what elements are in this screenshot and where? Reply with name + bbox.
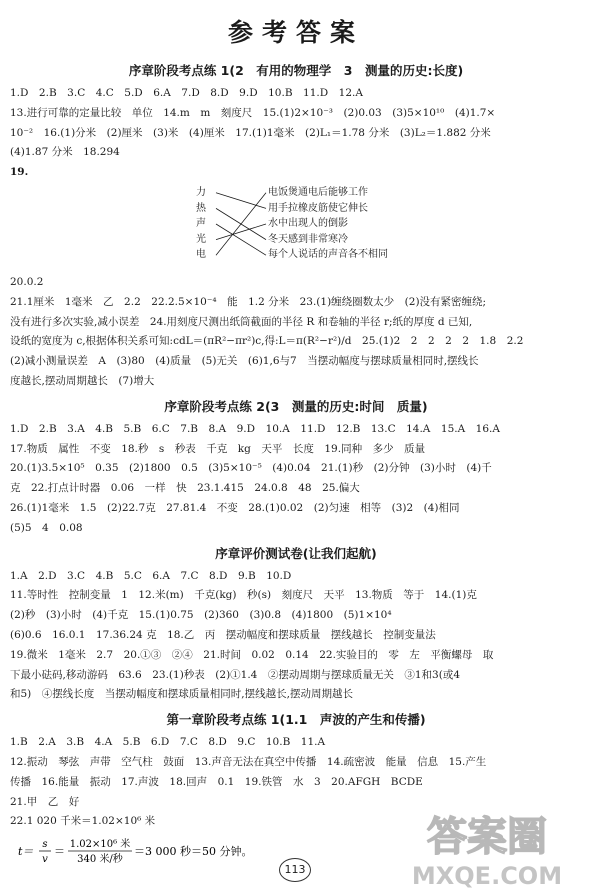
matching-left-item: 声 bbox=[196, 218, 206, 230]
formula-frac2-den: 340 米/秒 bbox=[77, 854, 123, 866]
formula-frac1-den: v bbox=[42, 854, 48, 866]
section-heading-3: 序章评价测试卷(让我们起航) bbox=[215, 545, 377, 561]
watermark-logo bbox=[392, 804, 582, 892]
answer-line: 26.(1)1毫米 1.5 (2)22.7克 27.81.4 不变 28.(1)0.02 (2)匀速 相等 (3)2 (4)相同 bbox=[10, 501, 460, 514]
answer-line: 和5) ④摆线长度 当摆动幅度和摆球质量相同时,摆线越长,摆动周期越长 bbox=[10, 688, 353, 701]
matching-right-item: 每个人说话的声音各不相同 bbox=[268, 249, 388, 261]
page-title: 参考答案 bbox=[227, 18, 364, 47]
answer-line: 下最小砝码,移动游码 63.6 23.(1)秒表 (2)①1.4 ②摆动周期与摆球质量无关 ③1和3(或4 bbox=[10, 668, 460, 681]
answer-line: 10⁻² 16.(1)分米 (2)厘米 (3)米 (4)厘米 17.(1)1毫米 (2)L₁＝1.78 分米 (3)L₂＝1.882 分米 bbox=[10, 126, 491, 139]
answer-line: 1.D 2.B 3.A 4.B 5.B 6.C 7.B 8.A 9.D 10.A 11.D 12.B 13.C 14.A 15.A 16.A bbox=[10, 422, 500, 435]
answer-line: 19. bbox=[10, 166, 29, 179]
answer-line: 度越长,摆动周期越长 (7)增大 bbox=[10, 374, 155, 387]
matching-left-item: 光 bbox=[196, 233, 206, 245]
matching-right-item: 用手拉橡皮筋使它伸长 bbox=[268, 202, 368, 214]
answer-line: (5)5 4 0.08 bbox=[10, 521, 83, 534]
answer-line: 21.1厘米 1毫米 乙 2.2 22.2.5×10⁻⁴ 能 1.2 分米 23.(1)缠绕圈数太少 (2)没有紧密缠绕; bbox=[10, 295, 487, 308]
matching-diagram bbox=[10, 185, 582, 269]
watermark-text-cn: 答案圈 bbox=[427, 814, 547, 860]
matching-lines bbox=[214, 185, 270, 265]
answer-line: 11.等时性 控制变量 1 12.米(m) 千克(kg) 秒(s) 刻度尺 天平 13.物质 等于 14.(1)克 bbox=[10, 589, 477, 602]
answer-line: 克 22.打点计时器 0.06 一样 快 23.1.415 24.0.8 48 25.偏大 bbox=[10, 482, 360, 495]
answer-line: (4)1.87 分米 18.294 bbox=[10, 146, 120, 159]
answer-line: 1.B 2.A 3.B 4.A 5.B 6.D 7.C 8.D 9.C 10.B 11.A bbox=[10, 736, 326, 749]
answer-line: 21.甲 乙 好 bbox=[10, 795, 80, 808]
answer-line: (2)减小测量误差 A (3)80 (4)质量 (5)无关 (6)1,6与7 当摆动幅度与摆球质量相同时,摆线长 bbox=[10, 355, 479, 368]
formula-frac2-num: 1.02×10⁶ 米 bbox=[69, 839, 131, 851]
formula-frac1-num: s bbox=[42, 839, 48, 851]
answer-line: (6)0.6 16.0.1 17.36.24 克 18.乙 丙 摆动幅度和摆球质量 摆线越长 控制变量法 bbox=[10, 628, 436, 641]
matching-link-line bbox=[216, 193, 266, 255]
answer-line: 19.微米 1毫米 2.7 20.①③ ②④ 21.时间 0.02 0.14 22.实验目的 零 左 平衡螺母 取 bbox=[10, 648, 494, 661]
answer-line: 传播 16.能量 振动 17.声波 18.回声 0.1 19.铁管 水 3 20.AFGH BCDE bbox=[10, 775, 423, 788]
watermark-text-en: MXQE.COM bbox=[411, 862, 563, 890]
matching-left-item: 电 bbox=[196, 249, 206, 261]
answer-line: (2)秒 (3)小时 (4)千克 15.(1)0.75 (2)360 (3)0.8 (4)1800 (5)1×10⁴ bbox=[10, 609, 392, 622]
answer-page bbox=[10, 18, 582, 870]
section-heading-4: 第一章阶段考点练 1(1.1 声波的产生和传播) bbox=[166, 712, 426, 728]
answer-line: 20.(1)3.5×10⁵ 0.35 (2)1800 0.5 (3)5×10⁻⁵ (4)0.04 21.(1)秒 (2)分钟 (3)小时 (4)千 bbox=[10, 462, 492, 475]
section-heading-2: 序章阶段考点练 2(3 测量的历史:时间 质量) bbox=[164, 398, 428, 414]
matching-left-item: 热 bbox=[196, 202, 206, 214]
section-heading-1: 序章阶段考点练 1(2 有用的物理学 3 测量的历史:长度) bbox=[128, 63, 464, 78]
matching-right-item: 冬天感到非常寒冷 bbox=[268, 233, 348, 245]
matching-right-item: 水中出现人的倒影 bbox=[268, 218, 348, 230]
formula-rest: ＝3 000 秒＝50 分钟。 bbox=[134, 845, 253, 859]
matching-right-item: 电饭煲通电后能够工作 bbox=[268, 186, 368, 198]
answer-line: 1.D 2.B 3.C 4.C 5.D 6.A 7.D 8.D 9.D 10.B 11.D 12.A bbox=[10, 87, 363, 99]
formula-equals: ＝ bbox=[54, 845, 65, 859]
matching-link-line bbox=[216, 193, 266, 209]
answer-line: 13.进行可靠的定量比较 单位 14.m m 刻度尺 15.(1)2×10⁻³ (2)0.03 (3)5×10¹⁰ (4)1.7× bbox=[10, 106, 496, 119]
answer-line: 17.物质 属性 不变 18.秒 s 秒表 千克 kg 天平 长度 19.同种 多少 质量 bbox=[10, 442, 426, 455]
answer-line: 设纸的宽度为 c,根据体积关系可知:cdL＝(πR²−πr²)c,得:L＝π(R²−r²)/d 25.(1)2 2 2 2 2 1.8 2.2 bbox=[10, 335, 524, 348]
page-number: 113 bbox=[279, 858, 311, 882]
answer-line: 1.A 2.D 3.C 4.B 5.C 6.A 7.C 8.D 9.B 10.D bbox=[10, 569, 292, 582]
matching-right-column bbox=[268, 185, 468, 263]
formula-lhs: t＝ bbox=[18, 845, 34, 859]
answer-line: 12.振动 琴弦 声带 空气柱 鼓面 13.声音无法在真空中传播 14.疏密波 能量 信息 15.产生 bbox=[10, 755, 487, 768]
answer-line: 20.0.2 bbox=[10, 275, 44, 288]
matching-link-line bbox=[216, 224, 266, 255]
answer-line: 22.1 020 千米＝1.02×10⁶ 米 bbox=[10, 815, 156, 828]
matching-left-item: 力 bbox=[196, 186, 206, 198]
matching-link-line bbox=[216, 224, 266, 240]
answer-line: 没有进行多次实验,减小误差 24.用刻度尺测出纸筒截面的半径 R 和卷轴的半径 r;纸的厚度 d 已知, bbox=[10, 315, 473, 328]
